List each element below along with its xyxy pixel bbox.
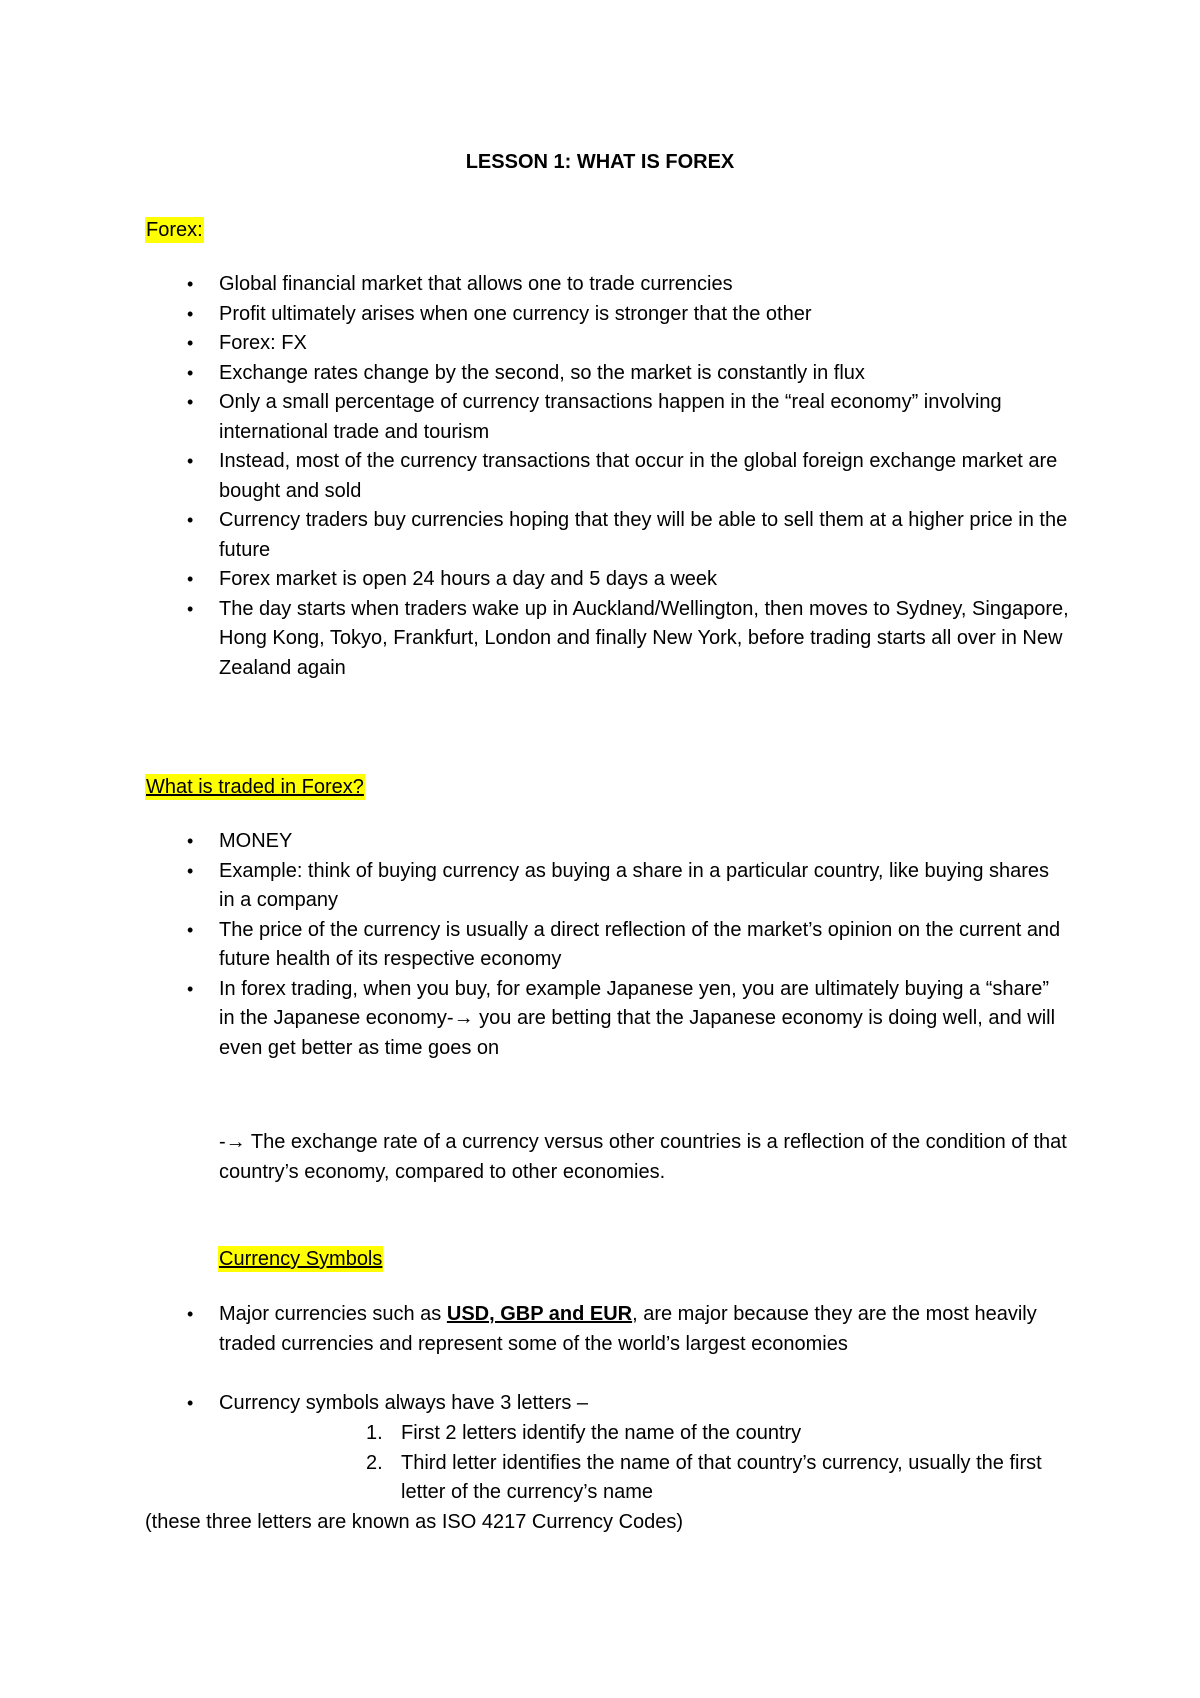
bullet-icon: • [187,1393,194,1413]
list-item: • Example: think of buying currency as buying a share in a particular country, like buying shares in a company [0,857,1200,916]
list-item: • Instead, most of the currency transactions that occur in the global foreign exchange market are bought and sold [0,447,1200,506]
list-item: • In forex trading, when you buy, for example Japanese yen, you are ultimately buying a “share” in the Japanese economy-→ you are betting that the Japanese economy is doing well, and will even get better as time goes on [0,975,1200,1064]
list-item: • The price of the currency is usually a direct reflection of the market’s opinion on the current and future health of its respective economy [0,916,1200,975]
bullet-icon: • [187,1304,194,1324]
list-item: • Only a small percentage of currency transactions happen in the “real economy” involving international trade and tourism [0,388,1200,447]
bullet-icon: • [187,303,194,324]
list-item: • Global financial market that allows one to trade currencies [0,270,1200,300]
list-item: • Profit ultimately arises when one currency is stronger that the other [0,300,1200,330]
exchange-rate-note: -→ The exchange rate of a currency versus other countries is a reflection of the condition of that country’s economy, compared to other economies. [219,1131,1067,1183]
bullet-icon: • [187,451,194,471]
bullet-icon: • [187,831,194,851]
major-currencies-emphasis: USD, GBP and EUR [446,1303,633,1325]
iso-footnote: (these three letters are known as ISO 4217 Currency Codes) [145,1511,684,1533]
list-item: 2. Third letter identifies the name of that country’s currency, usually the first letter of the currency’s name [366,1451,1042,1503]
currency-symbols-bullet-list [0,1300,1200,1359]
list-item: • Major currencies such as USD, GBP and EUR, are major because they are the most heavily traded currencies and represent some of the world’s largest economies [0,1300,1200,1359]
bullet-icon: • [187,919,194,940]
list-item: • Currency symbols always have 3 letters – [0,1389,1200,1419]
section-heading-currency-symbols: Currency Symbols [219,1248,383,1270]
list-item: • Forex: FX [0,329,1200,359]
section-heading-what-is-traded: What is traded in Forex? [146,776,364,798]
list-item: • MONEY [0,827,1200,857]
section-heading-forex: Forex: [146,219,203,241]
bullet-icon: • [187,569,194,589]
page-title: LESSON 1: WHAT IS FOREX [465,151,735,173]
list-item: • The day starts when traders wake up in Auckland/Wellington, then moves to Sydney, Singapore, Hong Kong, Tokyo, Frankfurt, London and finally New York, before trading starts all over in New Zealand again [0,595,1200,684]
bullet-icon: • [187,510,194,530]
letter-rules-numbered-list [0,1419,1200,1508]
bullet-icon: • [187,978,194,999]
currency-symbols-bullet-list-2 [0,1389,1200,1419]
list-item: 1. First 2 letters identify the name of the country [366,1422,802,1444]
bullet-icon: • [187,274,194,294]
bullet-icon: • [187,362,194,383]
bullet-icon: • [187,860,194,881]
bullet-icon: • [187,598,194,619]
forex-bullet-list [0,270,1200,683]
traded-bullet-list [0,827,1200,1063]
list-item: • Forex market is open 24 hours a day and 5 days a week [0,565,1200,595]
list-item: • Exchange rates change by the second, so the market is constantly in flux [0,359,1200,389]
bullet-icon: • [187,333,194,353]
list-item: • Currency traders buy currencies hoping that they will be able to sell them at a higher price in the future [0,506,1200,565]
bullet-icon: • [187,392,194,412]
